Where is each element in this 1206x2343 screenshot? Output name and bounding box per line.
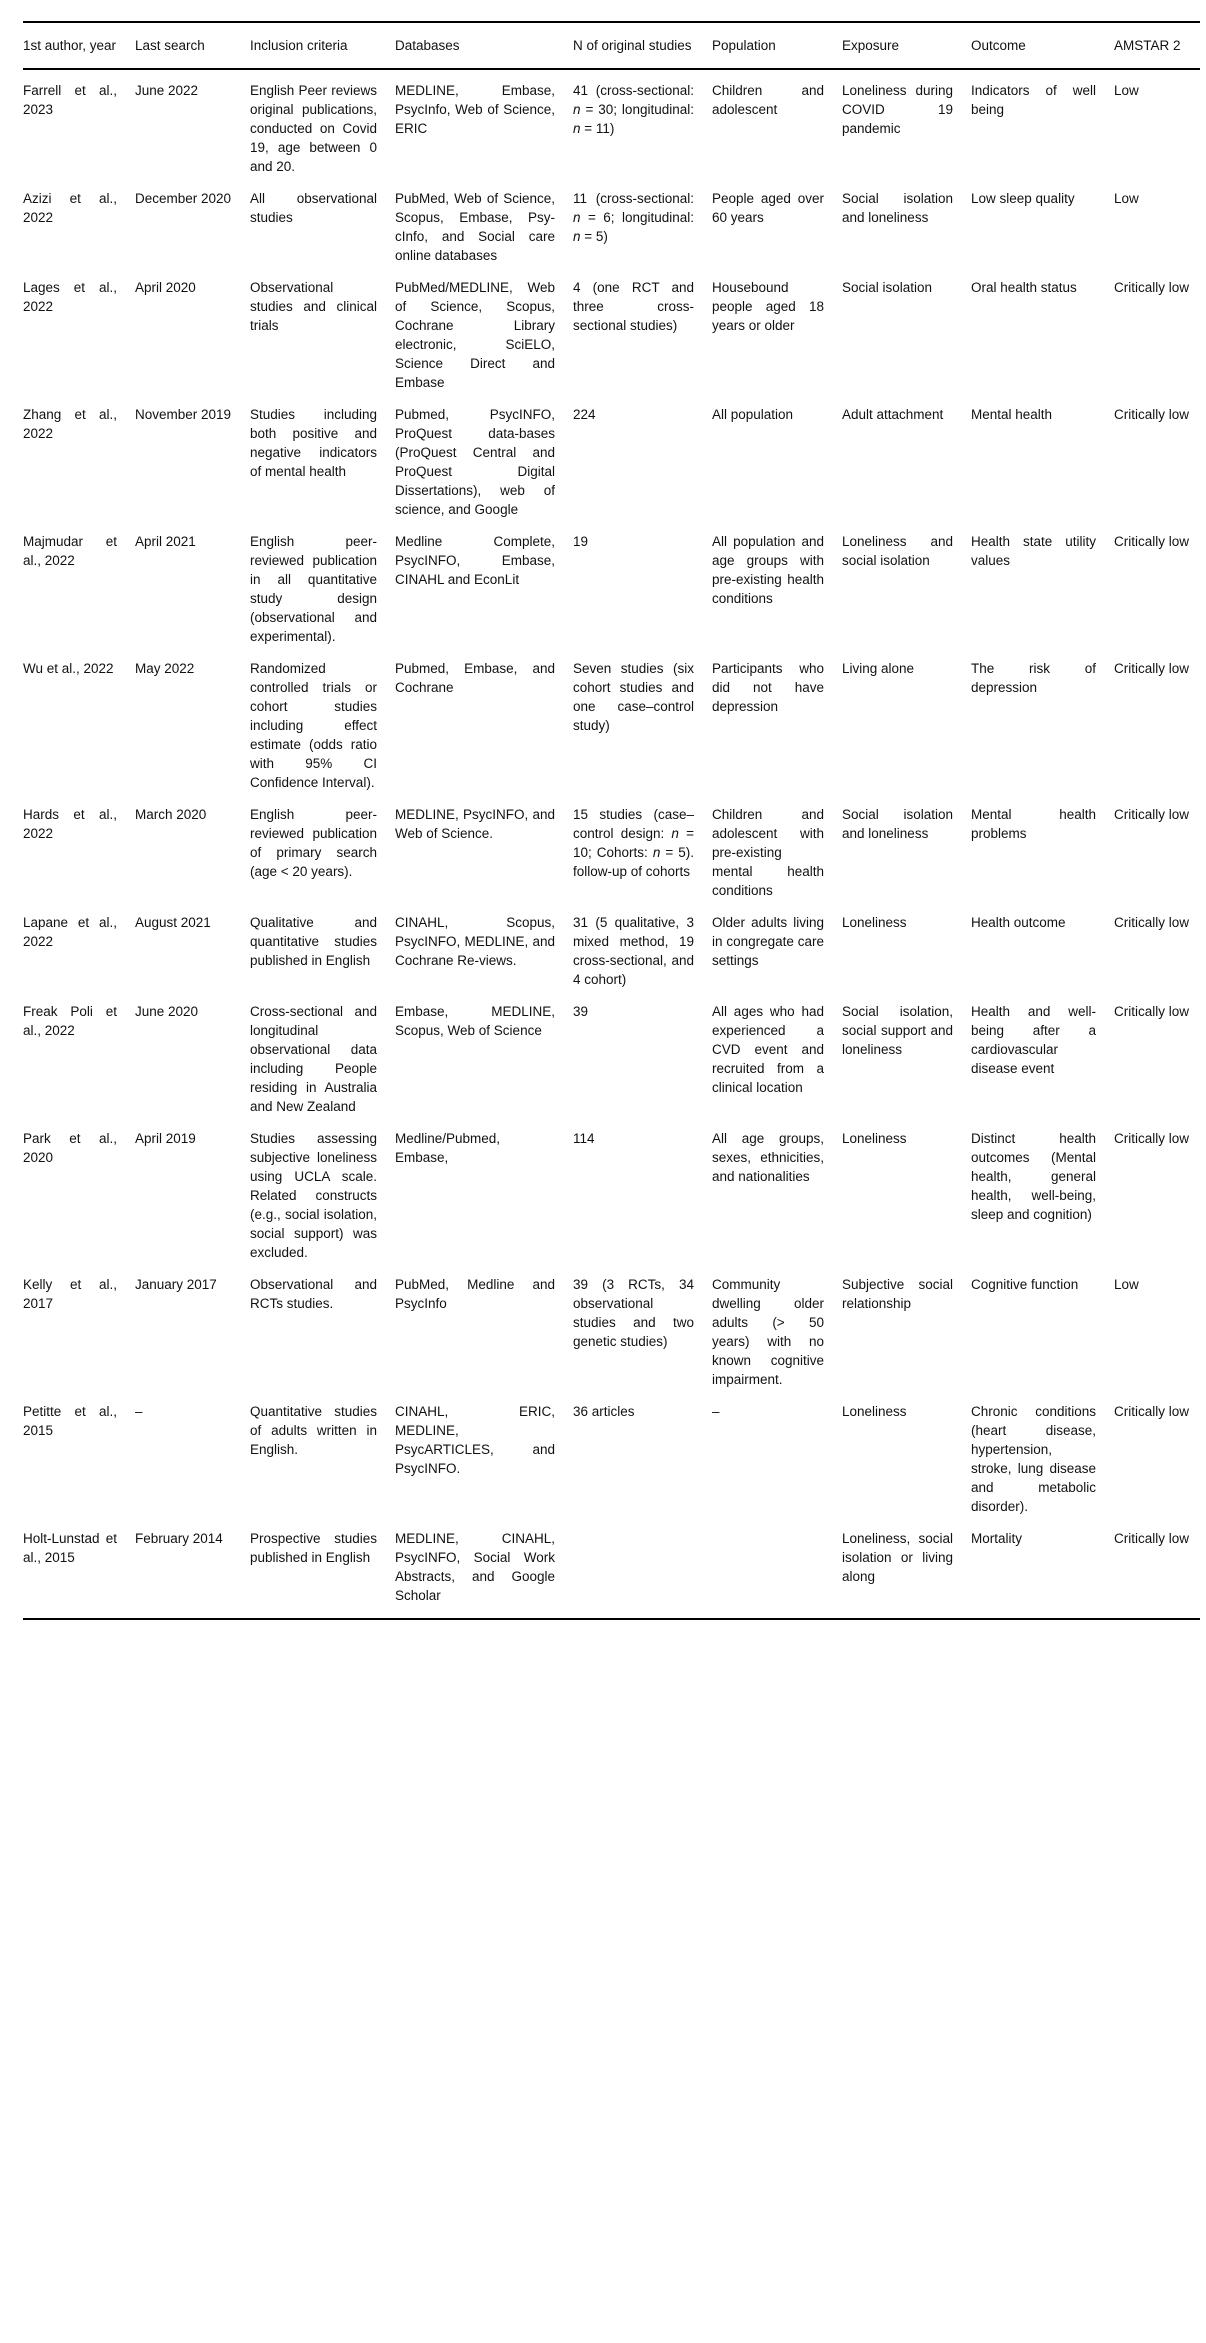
table-cell: 39 — [573, 1004, 589, 1019]
table-cell: Community dwelling older adults (> 50 years) with no known cognitive impairment. — [712, 1277, 824, 1387]
table-cell: Loneliness during COVID 19 pandemic — [842, 83, 953, 136]
table-cell: English peer-reviewed publication of primary search (age < 20 years). — [250, 807, 377, 879]
table-cell: 36 articles — [573, 1404, 635, 1419]
table-cell: Quantitative studies of adults written in English. — [250, 1404, 377, 1457]
table-cell: Health outcome — [971, 915, 1066, 930]
table-cell: People aged over 60 years — [712, 191, 824, 225]
table-cell: Children and adolescent with pre-existing mental health conditions — [712, 807, 824, 898]
table-cell: Social isolation and loneliness — [842, 191, 953, 225]
table-cell: – — [135, 1404, 143, 1419]
table-cell: Social isolation and loneliness — [842, 807, 953, 841]
table-row — [23, 1002, 1200, 1129]
table-cell: Observational studies and clinical trials — [250, 280, 377, 333]
table-row — [23, 659, 1200, 805]
table-row — [23, 1529, 1200, 1619]
table-cell: April 2019 — [135, 1131, 196, 1146]
table-cell: MEDLINE, PsycINFO, and Web of Science. — [395, 807, 555, 841]
table-cell: MEDLINE, CINAHL, PsycINFO, Social Work Abstracts, and Google Scholar — [395, 1531, 555, 1603]
table-cell: August 2021 — [135, 915, 211, 930]
table-row — [23, 69, 1200, 189]
table-cell: English peer-reviewed publication in all quantitative study design (observational and experimental). — [250, 534, 377, 644]
table-cell: Cognitive function — [971, 1277, 1079, 1292]
column-header-author-year: 1st author, year — [23, 22, 135, 69]
table-cell: 4 (one RCT and three cross-sectional studies) — [573, 280, 694, 333]
table-cell: June 2022 — [135, 83, 199, 98]
table-cell: Adult attachment — [842, 407, 944, 422]
table-cell: June 2020 — [135, 1004, 199, 1019]
column-header-databases: Databases — [395, 22, 573, 69]
table-cell: MEDLINE, Embase, PsycInfo, Web of Science, ERIC — [395, 83, 555, 136]
table-cell: Lapane et al., 2022 — [23, 915, 117, 949]
table-row — [23, 805, 1200, 913]
table-header-row — [23, 22, 1200, 69]
table-cell: December 2020 — [135, 191, 232, 206]
systematic-review-table — [23, 21, 1200, 1620]
table-cell: Kelly et al., 2017 — [23, 1277, 117, 1311]
table-cell: Mortality — [971, 1531, 1023, 1546]
table-cell: Loneliness — [842, 1404, 907, 1419]
table-row — [23, 189, 1200, 278]
table-cell: 11 (cross-sectional: n = 6; longitudinal: n = 5) — [573, 191, 694, 244]
table-cell: Critically low — [1114, 1004, 1190, 1019]
table-cell: 19 — [573, 534, 589, 549]
table-cell: Loneliness, social isolation or living along — [842, 1531, 953, 1584]
table-cell: Medline/Pubmed, Embase, — [395, 1131, 501, 1165]
table-cell: Critically low — [1114, 1404, 1190, 1419]
table-cell: Pubmed, PsycINFO, ProQuest data-bases (ProQuest Central and ProQuest Digital Dissertations), web of science, and Google — [395, 407, 555, 517]
table-cell: Cross-sectional and longitudinal observational data including People residing in Australia and New Zealand — [250, 1004, 377, 1114]
table-cell: Mental health — [971, 407, 1053, 422]
table-cell: – — [712, 1404, 720, 1419]
table-cell: Holt-Lunstad et al., 2015 — [23, 1531, 117, 1565]
table-cell: 39 (3 RCTs, 34 observational studies and two genetic studies) — [573, 1277, 694, 1349]
table-cell: PubMed, Medline and PsycInfo — [395, 1277, 555, 1311]
table-cell: Subjective social relationship — [842, 1277, 953, 1311]
table-cell: April 2020 — [135, 280, 196, 295]
table-row — [23, 913, 1200, 1002]
table-cell: Freak Poli et al., 2022 — [23, 1004, 117, 1038]
table-cell: Critically low — [1114, 1531, 1190, 1546]
table-cell: May 2022 — [135, 661, 195, 676]
table-cell: Indicators of well being — [971, 83, 1096, 117]
table-cell: Low — [1114, 1277, 1139, 1292]
table-cell: Petitte et al., 2015 — [23, 1404, 117, 1438]
table-cell: Azizi et al., 2022 — [23, 191, 117, 225]
table-cell: PubMed, Web of Science, Scopus, Embase, Psy-cInfo, and Social care online databases — [395, 191, 555, 263]
column-header-inclusion-criteria: Inclusion criteria — [250, 22, 395, 69]
table-cell: Critically low — [1114, 407, 1190, 422]
table-header — [23, 22, 1200, 69]
table-row — [23, 1275, 1200, 1402]
table-cell: January 2017 — [135, 1277, 217, 1292]
table-cell: Housebound people aged 18 years or older — [712, 280, 824, 333]
table-cell: Low — [1114, 191, 1139, 206]
table-cell: February 2014 — [135, 1531, 223, 1546]
table-cell: Chronic conditions (heart disease, hypertension, stroke, lung disease and metabolic disorder). — [971, 1404, 1096, 1514]
table-cell: Loneliness and social isolation — [842, 534, 953, 568]
table-cell: All population and age groups with pre-existing health conditions — [712, 534, 824, 606]
table-cell: 31 (5 qualitative, 3 mixed method, 19 cross-sectional, and 4 cohort) — [573, 915, 694, 987]
table-cell: Critically low — [1114, 915, 1190, 930]
table-cell: Studies assessing subjective loneliness using UCLA scale. Related constructs (e.g., social isolation, social support) was excluded. — [250, 1131, 377, 1260]
table-cell: Majmudar et al., 2022 — [23, 534, 117, 568]
table-cell: Seven studies (six cohort studies and one case–control study) — [573, 661, 694, 733]
table-cell: Lages et al., 2022 — [23, 280, 117, 314]
table-cell: Embase, MEDLINE, Scopus, Web of Science — [395, 1004, 555, 1038]
column-header-outcome: Outcome — [971, 22, 1114, 69]
table-cell: Critically low — [1114, 1131, 1190, 1146]
table-cell: Critically low — [1114, 534, 1190, 549]
table-cell: Loneliness — [842, 915, 907, 930]
table-cell: PubMed/MEDLINE, Web of Science, Scopus, Cochrane Library electronic, SciELO, Science Direct and Embase — [395, 280, 555, 390]
table-cell — [573, 1529, 712, 1619]
table-cell: CINAHL, ERIC, MEDLINE, PsycARTICLES, and PsycINFO. — [395, 1404, 555, 1476]
table-cell: Oral health status — [971, 280, 1077, 295]
table-cell: Park et al., 2020 — [23, 1131, 117, 1165]
column-header-last-search: Last search — [135, 22, 250, 69]
table-cell: Pubmed, Embase, and Cochrane — [395, 661, 555, 695]
table-cell: Living alone — [842, 661, 915, 676]
table-cell: All observational studies — [250, 191, 377, 225]
table-cell: Studies including both positive and negative indicators of mental health — [250, 407, 377, 479]
table-cell: 41 (cross-sectional: n = 30; longitudinal: n = 11) — [573, 83, 694, 136]
column-header-exposure: Exposure — [842, 22, 971, 69]
table-cell: March 2020 — [135, 807, 207, 822]
table-cell: All age groups, sexes, ethnicities, and nationalities — [712, 1131, 824, 1184]
table-cell: November 2019 — [135, 407, 232, 422]
column-header-population: Population — [712, 22, 842, 69]
table-cell: Medline Complete, PsycINFO, Embase, CINAHL and EconLit — [395, 534, 555, 587]
table-cell: All population — [712, 407, 794, 422]
table-cell: Mental health problems — [971, 807, 1096, 841]
column-header-n-of-original-studies: N of original studies — [573, 22, 712, 69]
table-cell — [712, 1529, 842, 1619]
table-cell: Loneliness — [842, 1131, 907, 1146]
table-cell: 15 studies (case–control design: n = 10; Cohorts: n = 5). follow-up of cohorts — [573, 807, 694, 879]
table-cell: 114 — [573, 1131, 595, 1146]
table-cell: Hards et al., 2022 — [23, 807, 117, 841]
table-cell: English Peer reviews original publications, conducted on Covid 19, age between 0 and 20. — [250, 83, 377, 174]
table-cell: All ages who had experienced a CVD event and recruited from a clinical location — [712, 1004, 824, 1095]
table-cell: Children and adolescent — [712, 83, 824, 117]
table-row — [23, 1402, 1200, 1529]
table-cell: The risk of depression — [971, 661, 1096, 695]
table-cell: Critically low — [1114, 661, 1190, 676]
table-body — [23, 69, 1200, 1619]
table-cell: Health and well-being after a cardiovascular disease event — [971, 1004, 1096, 1076]
table-cell: Older adults living in congregate care settings — [712, 915, 824, 968]
table-cell: Critically low — [1114, 807, 1190, 822]
table-cell: Low — [1114, 83, 1139, 98]
table-cell: Zhang et al., 2022 — [23, 407, 117, 441]
table-row — [23, 405, 1200, 532]
table-cell: Social isolation, social support and loneliness — [842, 1004, 953, 1057]
table-cell: Distinct health outcomes (Mental health, general health, well-being, sleep and cognition) — [971, 1131, 1096, 1222]
table-cell: Critically low — [1114, 280, 1190, 295]
table-cell: Observational and RCTs studies. — [250, 1277, 377, 1311]
table-cell: Social isolation — [842, 280, 933, 295]
table-cell: CINAHL, Scopus, PsycINFO, MEDLINE, and Cochrane Re-views. — [395, 915, 555, 968]
systematic-review-table-container — [23, 21, 1200, 1620]
column-header-amstar-2: AMSTAR 2 — [1114, 22, 1200, 69]
table-cell: Health state utility values — [971, 534, 1096, 568]
table-cell: Prospective studies published in English — [250, 1531, 377, 1565]
table-cell: Randomized controlled trials or cohort studies including effect estimate (odds ratio with 95% CI Confidence Interval). — [250, 661, 377, 790]
table-cell: Low sleep quality — [971, 191, 1075, 206]
table-row — [23, 278, 1200, 405]
table-cell: 224 — [573, 407, 596, 422]
table-row — [23, 532, 1200, 659]
table-cell: April 2021 — [135, 534, 196, 549]
table-cell: Participants who did not have depression — [712, 661, 824, 714]
table-row — [23, 1129, 1200, 1275]
table-cell: Farrell et al., 2023 — [23, 83, 117, 117]
table-cell: Qualitative and quantitative studies published in English — [250, 915, 377, 968]
table-cell: Wu et al., 2022 — [23, 661, 114, 676]
